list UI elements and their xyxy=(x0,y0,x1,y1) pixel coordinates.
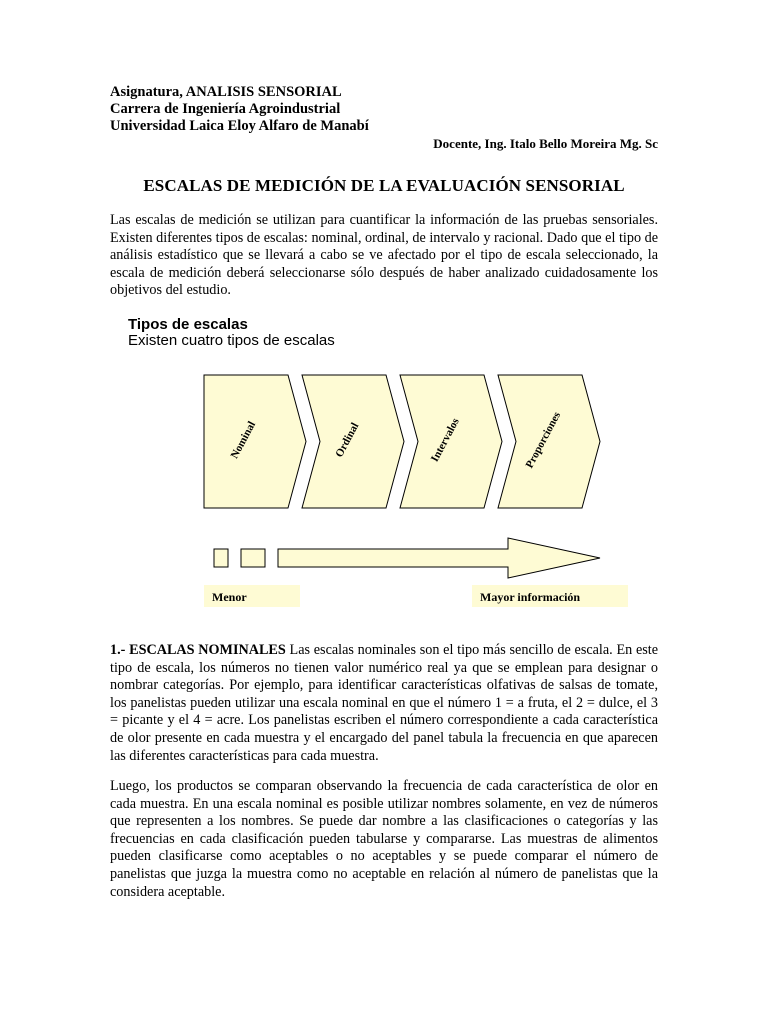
small-box-2 xyxy=(241,549,265,567)
chevron-label-proporciones: Proporciones xyxy=(523,409,564,471)
diagram-subtitle: Existen cuatro tipos de escalas xyxy=(128,332,335,349)
section-nominal-heading: 1.- ESCALAS NOMINALES xyxy=(110,642,286,658)
university-line: Universidad Laica Eloy Alfaro de Manabí xyxy=(110,118,369,134)
section-nominal-text: Las escalas nominales son el tipo más sencillo de escala. En este tipo de escala, los números no tienen valor numérico real ya que se emplean para designar o nombrar categorías. Por ejemplo, para identificar características olfativas de salsas de tomate, los panelistas pueden utilizar una escala nominal en que el número 1 = a fruta, el 2 = dulce, el 3 = picante y el 4 = acre. Los panelistas escriben el número correspondiente a cada característica de olor presente en cada muestra y el encargado del panel tabula la frecuencia en que aparecen las diferentes características para cada muestra. xyxy=(110,642,659,764)
chevron-nominal xyxy=(204,375,306,508)
page-title: ESCALAS DE MEDICIÓN DE LA EVALUACIÓN SENSORIAL xyxy=(143,176,625,195)
career-line: Carrera de Ingeniería Agroindustrial xyxy=(110,101,341,117)
more-information-label: Mayor información xyxy=(472,585,628,607)
section-nominal-paragraph xyxy=(110,642,658,765)
chevron-label-intervalos: Intervalos xyxy=(428,416,462,464)
chevron-label-ordinal: Ordinal xyxy=(333,420,362,460)
document-header xyxy=(110,84,369,135)
chevron-label-nominal: Nominal xyxy=(228,419,259,461)
diagram-title: Tipos de escalas xyxy=(128,316,248,333)
information-arrow xyxy=(278,538,600,578)
course-line: Asignatura, ANALISIS SENSORIAL xyxy=(110,84,342,100)
small-box-1 xyxy=(214,549,228,567)
less-information-label: Menor xyxy=(204,585,300,607)
diagram-graphic xyxy=(110,312,658,612)
intro-paragraph: Las escalas de medición se utilizan para cuantificar la información de las pruebas sensoriales. Existen diferentes tipos de escalas: nominal, ordinal, de intervalo y racional. Dado que el tipo de análisis estadístico que se llevará a cabo se ve afectado por el tipo de escala seleccionado, la escala de medición deberá seleccionarse sólo después de haber analizado cuidadosamente los objetivos del estudio. xyxy=(110,212,658,299)
teacher-line: Docente, Ing. Italo Bello Moreira Mg. Sc xyxy=(433,136,658,151)
scales-diagram xyxy=(110,312,658,612)
second-paragraph: Luego, los productos se comparan observando la frecuencia de cada característica de olor en cada muestra. En una escala nominal es posible utilizar nombres solamente, en vez de números que representen a los nombres. Se puede dar nombre a las clasificaciones o categorías y las frecuencias en cada clasificación pueden tabularse y compararse. Las muestras de alimentos pueden clasificarse como aceptables o no aceptables y se puede comparar el número de panelistas que juzga la muestra como no aceptable en relación al número de panelistas que la considera aceptable. xyxy=(110,778,658,900)
